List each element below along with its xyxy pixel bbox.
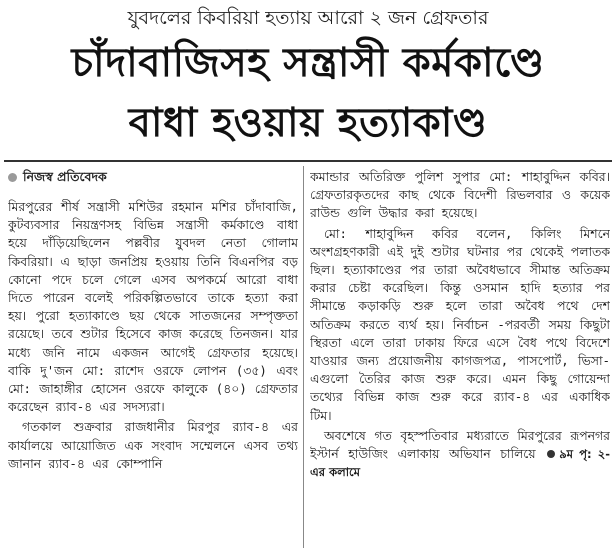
paragraph: মো: শাহাবুদ্দিন কবির বলেন, কিলিং মিশনে অংশগ্রহণকারী এই দুই শুটার ঘটনার পর থেকেই পলাতক ছিল। হত্যাকাণ্ডের পর তারা অবৈধভাবে সীমান্ত অতিক্রম করার চেষ্টা করেছিল। কিন্তু ওসমান হাদি হত্যার পর সীমান্তে কড়াকড়ি শুরু হলে তারা অবৈধ পথে দেশ অতিক্রম করতে ব্যর্থ হয়। নির্বাচন -পরবর্তী সময় কিছুটা স্থিরতা এলে তারা ঢাকায় ফিরে এসে বৈধ পথে বিদেশে যাওয়ার জন্য প্রয়োজনীয় কাগজপত্র, পাসপোর্ট, ভিসা- এগুলো তৈরির কাজ শুরু করে। এমন কিছু গোয়েন্দা তথ্যের বিভিন্ন কাজ শুরু করে র‍্যাব-৪ এর একাধিক টিম। [310, 225, 610, 423]
paragraph: কমান্ডার অতিরিক্ত পুলিশ সুপার মো: শাহাবুদ্দিন কবির। গ্রেফতারকৃতদের কাছ থেকে বিদেশী রিভলবার ও কয়েক রাউন্ড গুলি উদ্ধার করা হয়েছে। [310, 169, 610, 221]
bullet-icon [8, 173, 17, 182]
jump-text: ৯ম পৃ: ২-এর কলামে [310, 447, 610, 480]
headline-rule [4, 160, 612, 162]
article-column-left [8, 168, 298, 548]
column-divider [303, 166, 304, 548]
kicker-line: যুবদলের কিবরিয়া হত্যায় আরো ২ জন গ্রেফতার [127, 7, 489, 29]
article-column-right [310, 168, 610, 548]
headline-line-1: চাঁদাবাজিসহ সন্ত্রাসী কর্মকাণ্ডে [71, 40, 545, 86]
byline-text: নিজস্ব প্রতিবেদক [23, 169, 107, 184]
paragraph [310, 427, 610, 482]
paragraph-text: অবশেষে গত বৃহস্পতিবার মধ্যরাতে মিরপুরের রূপনগর ইস্টার্ন হাউজিং এলাকায় অভিযান চালিয়ে [310, 427, 610, 462]
byline [8, 168, 298, 186]
headline-line-2: বাধা হওয়ায় হত্যাকাণ্ড [128, 100, 488, 146]
paragraph: মিরপুরের শীর্ষ সন্ত্রাসী মশিউর রহমান মশির চাঁদাবাজি, কুটব্যবসার নিয়ন্ত্রণসহ বিভিন্ন সন্ত্রাসী কর্মকাণ্ডে বাধা হয়ে দাঁড়িয়েছিলেন পল্লবীর যুবদল নেতা গোলাম কিবরিয়া। এ ছাড়া জনপ্রিয় হওয়ায় তিনি বিএনপির বড় কোনো পদে চলে গেলে এসব অপকর্মে আরো বাধা দিতে পারেন বলেই পরিকল্পিতভাবে তাকে হত্যা করা হয়। পুরো হত্যাকাণ্ডে ছয় থেকে সাতজনের সম্পৃক্ততা রয়েছে। তবে শুটার হিসেবে কাজ করেছে তিনজন। যার মধ্যে জনি নামে একজন আগেই গ্রেফতার হয়েছে। বাকি দু'জন মো: রাশেদ ওরফে লোপন (৩৫) এবং মো: জাহাঙ্গীর হোসেন ওরফে কালু্কে (৪০) গ্রেফতার করেছেন র‍্যাব-৪ এর সদস্যরা। [8, 199, 298, 415]
bullet-icon [547, 450, 555, 458]
paragraph: গতকাল শুক্রবার রাজধানীর মিরপুর র‍্যাব-৪ এর কার্যালয়ে আয়োজিত এক সংবাদ সম্মেলনে এসব তথ্য জানান র‍্যাব-৪ এর কোম্পানি [8, 419, 298, 471]
